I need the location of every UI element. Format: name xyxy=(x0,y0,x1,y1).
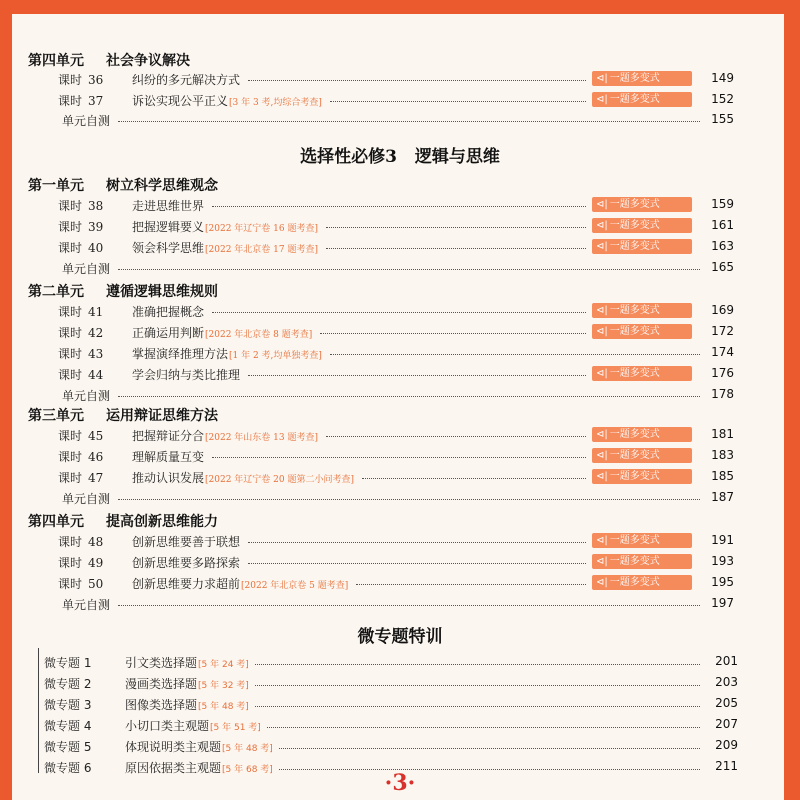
lesson-number: 36 xyxy=(88,73,104,87)
share-icon: ⊲| xyxy=(596,577,608,588)
page-ref: 205 xyxy=(715,696,738,710)
section-subtitle: 逻辑与思维 xyxy=(414,147,500,167)
lesson-title xyxy=(132,324,312,341)
dot-leader xyxy=(255,664,700,665)
page-ref: 169 xyxy=(711,303,734,317)
exam-note: [2022 年北京卷 17 题考查] xyxy=(205,245,318,255)
lesson-title-text: 诉讼实现公平正义 xyxy=(132,94,229,108)
unit-label: 第四单元 xyxy=(28,53,84,69)
dot-leader xyxy=(212,312,586,313)
special-title-text: 图像类选择题 xyxy=(125,698,198,712)
lesson-title-text: 准确把握概念 xyxy=(132,305,205,319)
page-ref: 207 xyxy=(715,717,738,731)
lesson-number: 39 xyxy=(88,220,104,234)
unit-selftest-row[interactable] xyxy=(0,258,800,278)
lesson-label xyxy=(58,469,103,486)
page-ref: 178 xyxy=(711,387,734,401)
lesson-label-text: 课时 xyxy=(58,220,83,234)
lesson-title-text: 把握辩证分合 xyxy=(132,429,205,443)
lesson-title xyxy=(132,197,204,214)
lesson-label xyxy=(58,575,103,592)
exam-note: [2022 年辽宁卷 16 题考查] xyxy=(205,224,318,234)
lesson-number: 38 xyxy=(88,199,104,213)
special-row[interactable] xyxy=(0,672,800,692)
lesson-row[interactable] xyxy=(0,573,800,593)
special-label: 微专题 4 xyxy=(44,719,92,733)
variant-tag-label: 一题多变式 xyxy=(609,471,660,482)
variant-tag xyxy=(592,575,692,590)
page-ref: 152 xyxy=(711,92,734,106)
special-row[interactable] xyxy=(0,714,800,734)
lesson-title-text: 领会科学思维 xyxy=(132,241,205,255)
variant-tag xyxy=(592,427,692,442)
page-ref: 187 xyxy=(711,490,734,504)
page-ref: 185 xyxy=(711,469,734,483)
section-title: 选择性必修3 xyxy=(300,147,397,167)
lesson-label xyxy=(58,554,103,571)
exam-note: [5 年 68 考] xyxy=(222,765,273,775)
lesson-number: 44 xyxy=(88,368,104,382)
lesson-label xyxy=(58,533,103,550)
variant-tag-label: 一题多变式 xyxy=(609,94,660,105)
special-row[interactable] xyxy=(0,735,800,755)
page-ref: 195 xyxy=(711,575,734,589)
special-label: 微专题 2 xyxy=(44,677,92,691)
variant-tag-label: 一题多变式 xyxy=(609,326,660,337)
dot-leader xyxy=(330,354,700,355)
special-label: 微专题 6 xyxy=(44,761,92,775)
special-title-text: 体现说明类主观题 xyxy=(125,740,222,754)
variant-tag xyxy=(592,533,692,548)
dot-leader xyxy=(212,206,586,207)
lesson-row[interactable] xyxy=(0,301,800,321)
lesson-row[interactable] xyxy=(0,322,800,342)
lesson-title xyxy=(132,92,322,109)
exam-note: [2022 年北京卷 5 题考查] xyxy=(241,581,349,591)
variant-tag xyxy=(592,554,692,569)
selftest-label: 单元自测 xyxy=(62,114,111,128)
page-ref: 209 xyxy=(715,738,738,752)
page-ref: 176 xyxy=(711,366,734,380)
lesson-label xyxy=(58,448,103,465)
special-title xyxy=(125,696,249,713)
lesson-row[interactable] xyxy=(0,343,800,363)
lesson-title-text: 把握逻辑要义 xyxy=(132,220,205,234)
special-title-text: 小切口类主观题 xyxy=(125,719,210,733)
lesson-number: 47 xyxy=(88,471,104,485)
exam-note: [5 年 51 考] xyxy=(210,723,261,733)
page-ref: 203 xyxy=(715,675,738,689)
lesson-label-text: 课时 xyxy=(58,94,83,108)
lesson-label xyxy=(58,197,103,214)
lesson-label xyxy=(58,92,103,109)
lesson-label xyxy=(58,218,103,235)
lesson-label-text: 课时 xyxy=(58,577,83,591)
variant-tag-label: 一题多变式 xyxy=(609,73,660,84)
exam-note: [5 年 48 考] xyxy=(198,702,249,712)
share-icon: ⊲| xyxy=(596,429,608,440)
dot-leader xyxy=(248,80,586,81)
special-title xyxy=(125,675,249,692)
lesson-label xyxy=(58,239,103,256)
unit-header xyxy=(28,175,218,195)
lesson-row[interactable] xyxy=(0,69,800,89)
page-number: ·3· xyxy=(384,770,416,796)
exam-note: [5 年 32 考] xyxy=(198,681,249,691)
page-ref: 172 xyxy=(711,324,734,338)
variant-tag-label: 一题多变式 xyxy=(609,220,660,231)
dot-leader xyxy=(255,685,700,686)
lesson-row[interactable] xyxy=(0,195,800,215)
variant-tag xyxy=(592,324,692,339)
page-ref: 193 xyxy=(711,554,734,568)
share-icon: ⊲| xyxy=(596,471,608,482)
special-title xyxy=(125,738,273,755)
share-icon: ⊲| xyxy=(596,199,608,210)
lesson-label-text: 课时 xyxy=(58,347,83,361)
lesson-label xyxy=(58,303,103,320)
variant-tag-label: 一题多变式 xyxy=(609,368,660,379)
exam-note: [2022 年辽宁卷 20 题第二小问考查] xyxy=(205,475,354,485)
selftest-label: 单元自测 xyxy=(62,492,111,506)
unit-label: 第四单元 xyxy=(28,514,84,530)
lesson-title-text: 理解质量互变 xyxy=(132,450,205,464)
variant-tag-label: 一题多变式 xyxy=(609,199,660,210)
lesson-row[interactable] xyxy=(0,467,800,487)
lesson-number: 49 xyxy=(88,556,104,570)
unit-selftest-row[interactable] xyxy=(0,385,800,405)
special-title xyxy=(125,654,249,671)
lesson-number: 37 xyxy=(88,94,104,108)
special-title xyxy=(125,717,261,734)
lesson-title-text: 创新思维要多路探索 xyxy=(132,556,241,570)
special-title-text: 原因依据类主观题 xyxy=(125,761,222,775)
lesson-label-text: 课时 xyxy=(58,556,83,570)
dot-leader xyxy=(118,269,700,270)
dot-leader xyxy=(326,248,586,249)
variant-tag xyxy=(592,197,692,212)
share-icon: ⊲| xyxy=(596,556,608,567)
unit-header xyxy=(28,511,218,531)
page-ref: 181 xyxy=(711,427,734,441)
lesson-title xyxy=(132,469,354,486)
lesson-title xyxy=(132,345,322,362)
page-ref: 197 xyxy=(711,596,734,610)
share-icon: ⊲| xyxy=(596,94,608,105)
lesson-title-text: 学会归纳与类比推理 xyxy=(132,368,241,382)
unit-selftest-row[interactable] xyxy=(0,110,800,130)
dot-leader xyxy=(320,333,586,334)
unit-title: 提高创新思维能力 xyxy=(106,514,218,530)
lesson-label-text: 课时 xyxy=(58,199,83,213)
lesson-label xyxy=(58,345,103,362)
special-label: 微专题 3 xyxy=(44,698,92,712)
variant-tag-label: 一题多变式 xyxy=(609,556,660,567)
lesson-number: 43 xyxy=(88,347,104,361)
variant-tag-label: 一题多变式 xyxy=(609,450,660,461)
unit-selftest-row[interactable] xyxy=(0,594,800,614)
share-icon: ⊲| xyxy=(596,220,608,231)
lesson-label xyxy=(58,366,103,383)
dot-leader xyxy=(248,542,586,543)
dot-leader xyxy=(326,436,586,437)
lesson-number: 40 xyxy=(88,241,104,255)
lesson-row[interactable] xyxy=(0,364,800,384)
share-icon: ⊲| xyxy=(596,326,608,337)
top-stripe xyxy=(0,0,800,14)
lesson-row[interactable] xyxy=(0,90,800,110)
dot-leader xyxy=(212,457,586,458)
lesson-title-text: 掌握演绎推理方法 xyxy=(132,347,229,361)
dot-leader xyxy=(248,563,586,564)
unit-selftest-row[interactable] xyxy=(0,488,800,508)
lesson-row[interactable] xyxy=(0,216,800,236)
unit-label: 第一单元 xyxy=(28,178,84,194)
page-ref: 174 xyxy=(711,345,734,359)
dot-leader xyxy=(326,227,586,228)
lesson-number: 41 xyxy=(88,305,104,319)
lesson-label-text: 课时 xyxy=(58,305,83,319)
lesson-title xyxy=(132,575,348,592)
page-ref: 155 xyxy=(711,112,734,126)
dot-leader xyxy=(279,748,700,749)
lesson-label-text: 课时 xyxy=(58,73,83,87)
lesson-label xyxy=(58,427,103,444)
lesson-row[interactable] xyxy=(0,531,800,551)
exam-note: [2022 年山东卷 13 题考查] xyxy=(205,433,318,443)
dot-leader xyxy=(255,706,700,707)
lesson-label xyxy=(58,71,103,88)
lesson-title xyxy=(132,303,204,320)
variant-tag xyxy=(592,448,692,463)
share-icon: ⊲| xyxy=(596,73,608,84)
unit-title: 运用辩证思维方法 xyxy=(106,408,218,424)
selftest-label: 单元自测 xyxy=(62,389,111,403)
dot-leader xyxy=(362,478,586,479)
lesson-number: 42 xyxy=(88,326,104,340)
lesson-label-text: 课时 xyxy=(58,326,83,340)
lesson-number: 48 xyxy=(88,535,104,549)
unit-header xyxy=(28,405,218,425)
variant-tag-label: 一题多变式 xyxy=(609,429,660,440)
page-ref: 201 xyxy=(715,654,738,668)
dot-leader xyxy=(118,605,700,606)
page-ref: 159 xyxy=(711,197,734,211)
variant-tag xyxy=(592,218,692,233)
section-heading xyxy=(0,142,800,167)
lesson-label-text: 课时 xyxy=(58,241,83,255)
lesson-label xyxy=(58,324,103,341)
lesson-label-text: 课时 xyxy=(58,471,83,485)
unit-label: 第二单元 xyxy=(28,284,84,300)
share-icon: ⊲| xyxy=(596,535,608,546)
lesson-title xyxy=(132,71,240,88)
page-ref: 183 xyxy=(711,448,734,462)
selftest-label: 单元自测 xyxy=(62,262,111,276)
lesson-title-text: 创新思维要力求超前 xyxy=(132,577,241,591)
special-row[interactable] xyxy=(0,693,800,713)
lesson-title xyxy=(132,427,318,444)
share-icon: ⊲| xyxy=(596,241,608,252)
dot-leader xyxy=(356,584,586,585)
lesson-label-text: 课时 xyxy=(58,450,83,464)
variant-tag-label: 一题多变式 xyxy=(609,241,660,252)
lesson-row[interactable] xyxy=(0,446,800,466)
unit-title: 社会争议解决 xyxy=(106,53,190,69)
unit-label: 第三单元 xyxy=(28,408,84,424)
special-label: 微专题 1 xyxy=(44,656,92,670)
page-ref: 161 xyxy=(711,218,734,232)
variant-tag xyxy=(592,92,692,107)
lesson-number: 45 xyxy=(88,429,104,443)
dot-leader xyxy=(118,396,700,397)
special-row[interactable] xyxy=(0,651,800,671)
lesson-title xyxy=(132,239,318,256)
lesson-title xyxy=(132,448,204,465)
unit-header xyxy=(28,281,218,301)
lesson-title-text: 走进思维世界 xyxy=(132,199,205,213)
lesson-title xyxy=(132,218,318,235)
unit-header xyxy=(28,50,190,70)
lesson-title xyxy=(132,554,240,571)
variant-tag-label: 一题多变式 xyxy=(609,535,660,546)
variant-tag xyxy=(592,366,692,381)
variant-tag xyxy=(592,239,692,254)
lesson-row[interactable] xyxy=(0,237,800,257)
dot-leader xyxy=(118,499,700,500)
exam-note: [5 年 48 考] xyxy=(222,744,273,754)
dot-leader xyxy=(118,121,700,122)
dot-leader xyxy=(330,101,586,102)
variant-tag xyxy=(592,71,692,86)
lesson-title xyxy=(132,366,240,383)
selftest-label: 单元自测 xyxy=(62,598,111,612)
variant-tag xyxy=(592,469,692,484)
variant-tag-label: 一题多变式 xyxy=(609,577,660,588)
special-label: 微专题 5 xyxy=(44,740,92,754)
lesson-number: 46 xyxy=(88,450,104,464)
exam-note: [1 年 2 考,均单独考查] xyxy=(229,351,322,361)
lesson-title-text: 纠纷的多元解决方式 xyxy=(132,73,241,87)
share-icon: ⊲| xyxy=(596,305,608,316)
lesson-number: 50 xyxy=(88,577,104,591)
page-ref: 191 xyxy=(711,533,734,547)
variant-tag xyxy=(592,303,692,318)
lesson-label-text: 课时 xyxy=(58,535,83,549)
unit-title: 树立科学思维观念 xyxy=(106,178,218,194)
share-icon: ⊲| xyxy=(596,450,608,461)
lesson-title-text: 正确运用判断 xyxy=(132,326,205,340)
lesson-title xyxy=(132,533,240,550)
exam-note: [3 年 3 考,均综合考查] xyxy=(229,98,322,108)
special-title-text: 引文类选择题 xyxy=(125,656,198,670)
page-ref: 163 xyxy=(711,239,734,253)
lesson-row[interactable] xyxy=(0,425,800,445)
lesson-row[interactable] xyxy=(0,552,800,572)
special-heading: 微专题特训 xyxy=(357,627,443,647)
variant-tag-label: 一题多变式 xyxy=(609,305,660,316)
lesson-title-text: 创新思维要善于联想 xyxy=(132,535,241,549)
unit-title: 遵循逻辑思维规则 xyxy=(106,284,218,300)
dot-leader xyxy=(248,375,586,376)
lesson-label-text: 课时 xyxy=(58,429,83,443)
lesson-title-text: 推动认识发展 xyxy=(132,471,205,485)
special-title-text: 漫画类选择题 xyxy=(125,677,198,691)
dot-leader xyxy=(267,727,700,728)
page-ref: 165 xyxy=(711,260,734,274)
page-ref: 149 xyxy=(711,71,734,85)
exam-note: [5 年 24 考] xyxy=(198,660,249,670)
exam-note: [2022 年北京卷 8 题考查] xyxy=(205,330,313,340)
share-icon: ⊲| xyxy=(596,368,608,379)
page-ref: 211 xyxy=(715,759,738,773)
lesson-label-text: 课时 xyxy=(58,368,83,382)
